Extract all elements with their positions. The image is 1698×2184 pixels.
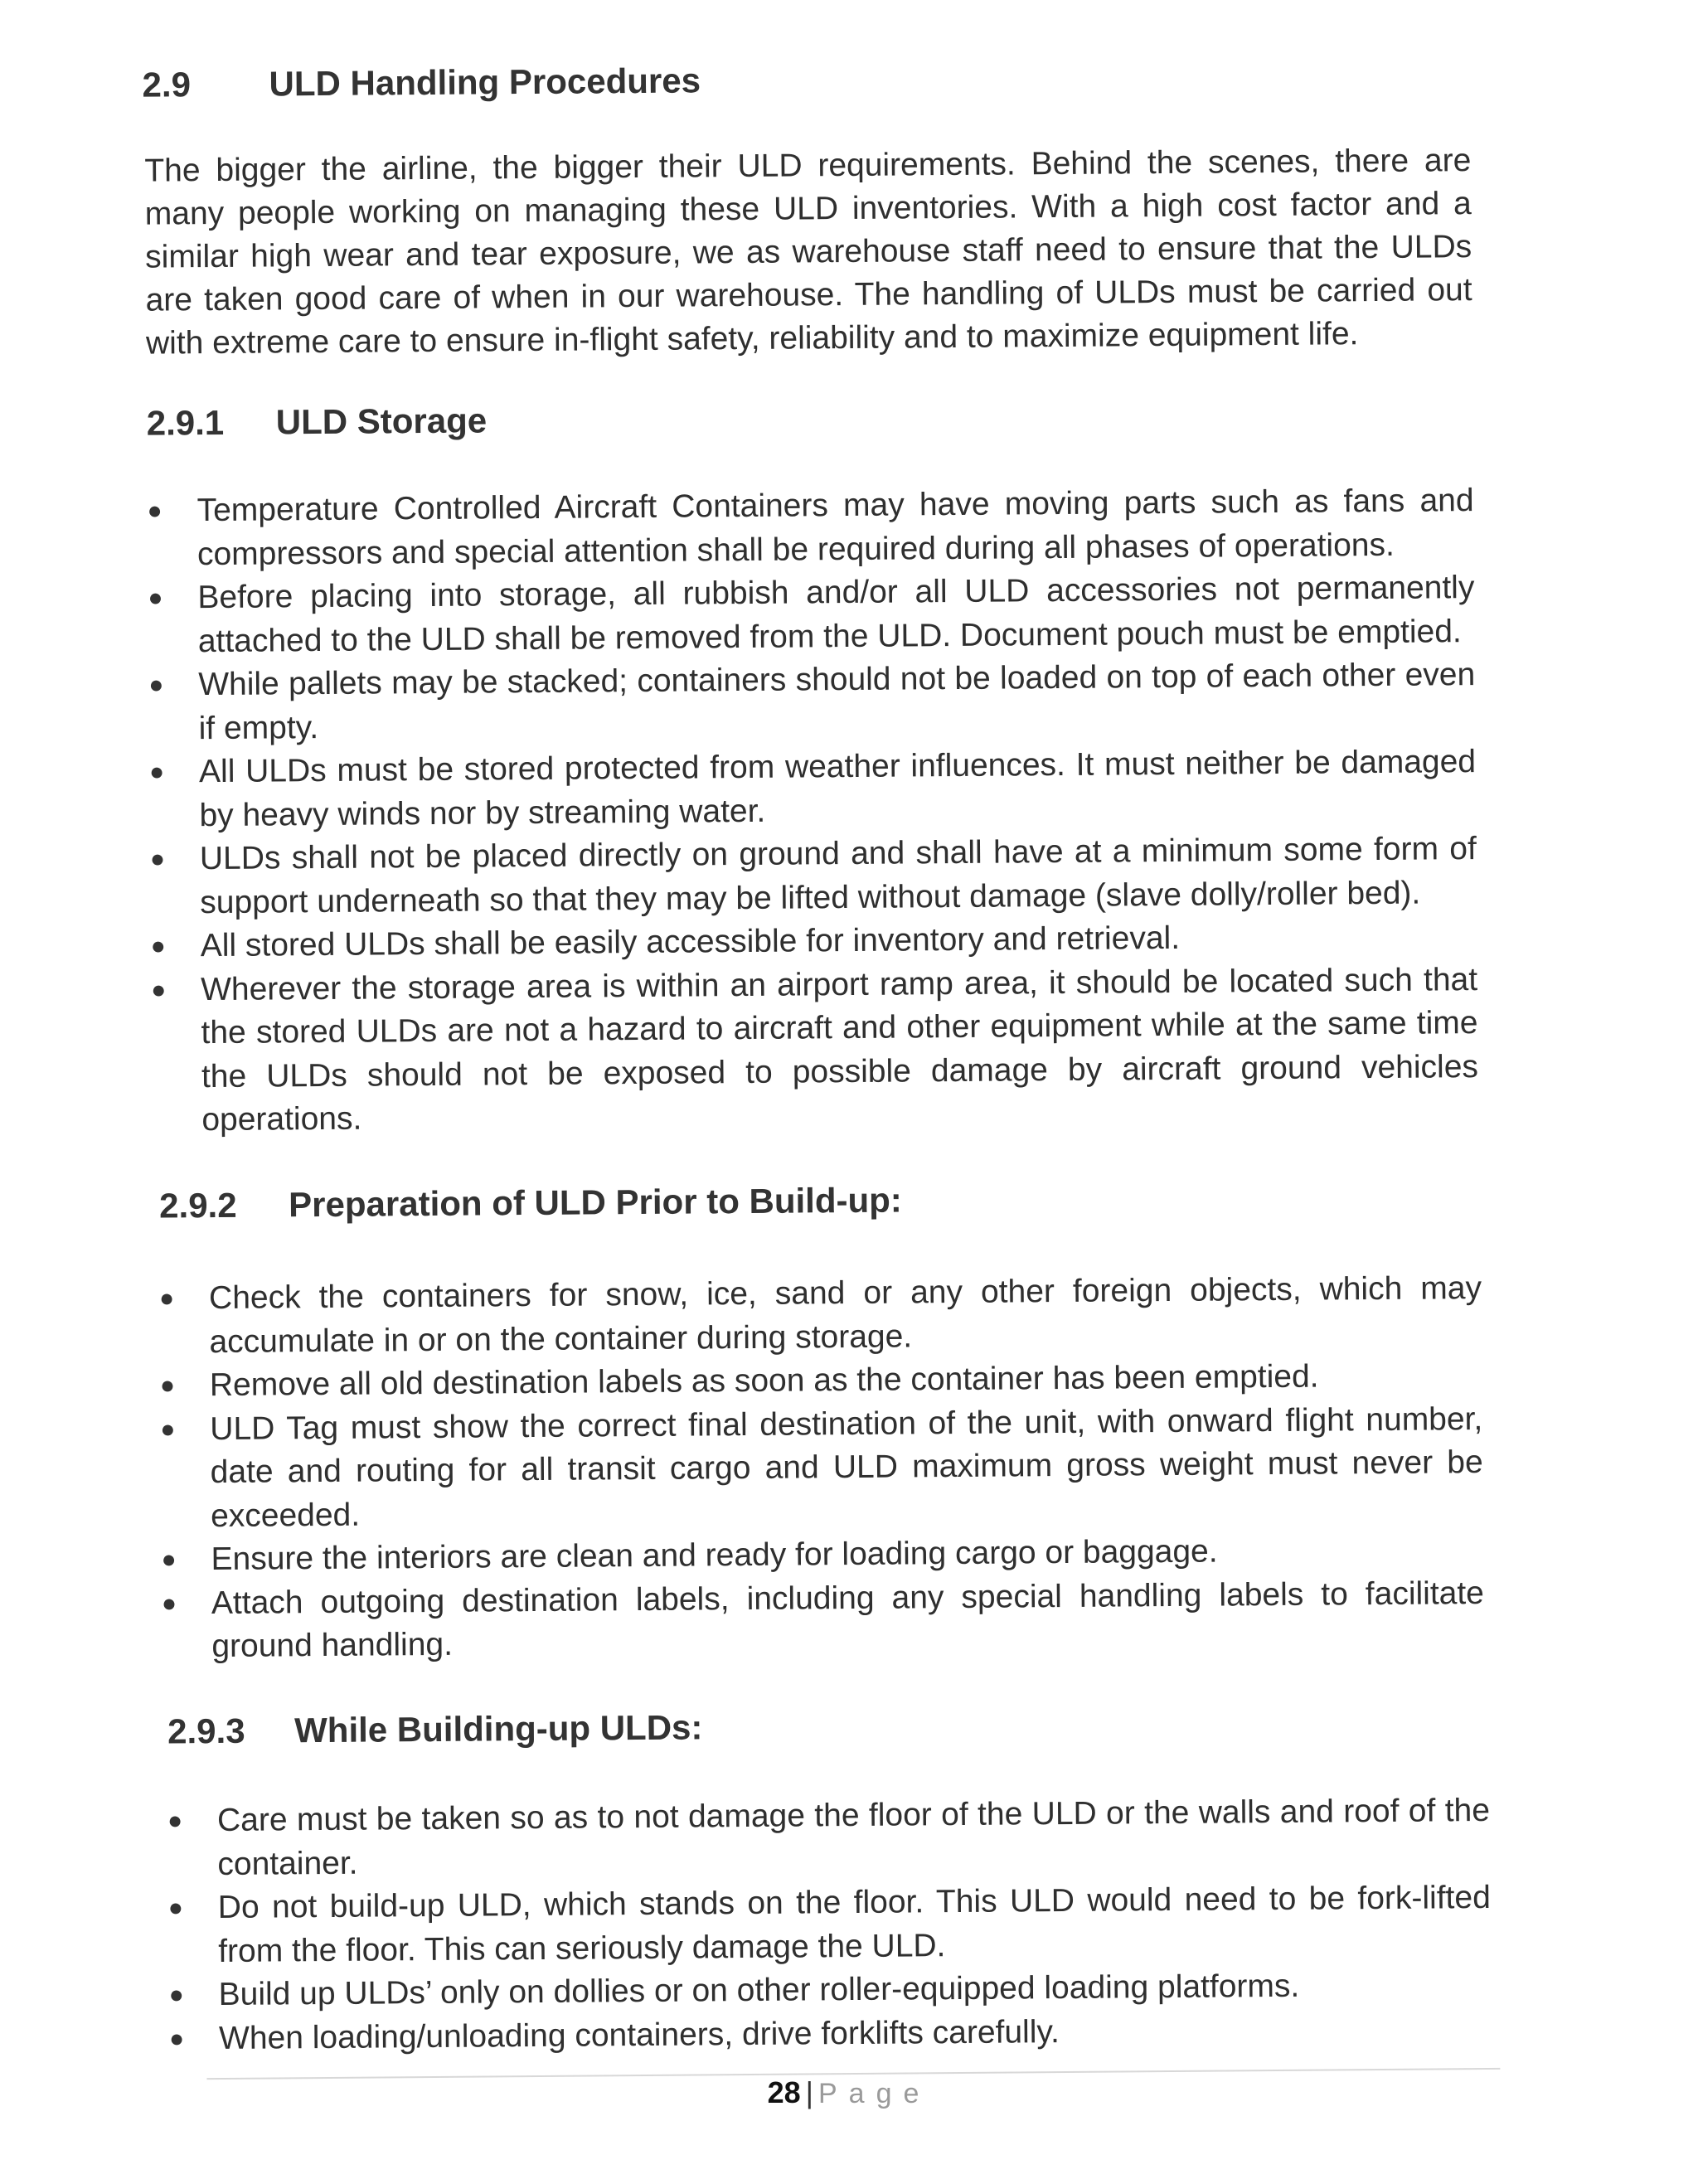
footer-separator: |: [805, 2075, 813, 2109]
page-footer: [0, 2075, 1698, 2110]
list-item: ● Ensure the interiors are clean and ready for loading cargo or baggage.: [211, 1528, 1483, 1582]
preparation-list: [158, 1267, 1485, 1669]
bullet-icon: ●: [148, 671, 164, 699]
list-item: ● All ULDs must be stored protected from weather influences. It must neither be damaged by heavy winds nor by streaming water.: [148, 744, 1477, 833]
subsection-heading-storage: [146, 400, 488, 444]
intro-paragraph: The bigger the airline, the bigger their ULD requirements. Behind the scenes, there are many people working on managing these ULD inventories. With a high cost factor and a similar high wear and tear exposure, we as warehouse staff need to ensure that the ULDs are taken good care of when in our warehouse. The handling of ULDs must be carried out with extreme care to ensure in-flight safety, reliability and to maximize equipment life.: [144, 143, 1472, 362]
list-item: ● Remove all old destination labels as soon as the container has been emptied.: [210, 1354, 1482, 1408]
page-number: 28: [767, 2075, 801, 2109]
bullet-icon: ●: [159, 1371, 176, 1400]
section-heading: [142, 61, 701, 104]
subsection-title: ULD Storage: [275, 400, 488, 442]
page-label: Page: [818, 2078, 931, 2109]
bullet-icon: ●: [151, 975, 167, 1004]
bullet-icon: ●: [168, 2024, 185, 2052]
list-item: ● Check the containers for snow, ice, sand or any other foreign objects, which may accumulate in or on the container during storage.: [158, 1270, 1482, 1360]
subsection-number: 2.9.2: [158, 1185, 237, 1225]
bullet-icon: ●: [161, 1546, 177, 1574]
list-item: ● Care must be taken so as to not damage the floor of the ULD or the walls and roof of the container.: [167, 1792, 1491, 1882]
bullet-icon: ●: [160, 1415, 176, 1444]
building-up-list: [167, 1789, 1492, 2060]
bullet-icon: ●: [167, 1894, 184, 1922]
bullet-icon: ●: [148, 758, 165, 786]
storage-list: [147, 479, 1479, 1143]
list-item: ● Build up ULDs’ only on dollies or on other roller-equipped loading platforms.: [218, 1963, 1491, 2017]
bullet-icon: ●: [161, 1589, 177, 1618]
section-number: 2.9: [142, 65, 192, 104]
list-item: ● Do not build-up ULD, which stands on the floor. This ULD would need to be fork-lifted from the floor. This can seriously damage the ULD.: [167, 1879, 1491, 1969]
bullet-icon: ●: [168, 1981, 184, 2009]
bullet-icon: ●: [167, 1807, 183, 1835]
subsection-number: 2.9.3: [167, 1711, 245, 1751]
bullet-icon: ●: [150, 932, 166, 960]
list-item: ● While pallets may be stacked; containers should not be loaded on top of each other even if empty.: [148, 657, 1476, 746]
bullet-icon: ●: [147, 497, 163, 525]
list-item: ● When loading/unloading containers, drive forklifts carefully.: [219, 2007, 1492, 2060]
subsection-number: 2.9.1: [146, 402, 225, 443]
list-item: ● All stored ULDs shall be easily accessible for inventory and retrieval.: [201, 915, 1477, 968]
subsection-heading-building-up: [167, 1707, 703, 1752]
section-title: ULD Handling Procedures: [269, 61, 701, 104]
bullet-icon: ●: [148, 584, 163, 612]
list-item: ● Attach outgoing destination labels, including any special handling labels to facilitate ground handling.: [161, 1575, 1485, 1665]
subsection-title: Preparation of ULD Prior to Build-up:: [288, 1180, 902, 1225]
list-item: ● ULD Tag must show the correct final destination of the unit, with onward flight number, date and routing for all transit cargo and ULD maximum gross weight must never be exceeded.: [160, 1400, 1483, 1534]
list-item: ● Wherever the storage area is within an airport ramp area, it should be located such that the stored ULDs are not a hazard to aircraft and other equipment while at the same time the ULDs should not be exposed to possible damage by aircraft ground vehicles operations.: [151, 961, 1479, 1138]
list-item: ● ULDs shall not be placed directly on ground and shall have at a minimum some form of support underneath so that they may be lifted without damage (slave dolly/roller bed).: [149, 831, 1477, 920]
list-item: ● Before placing into storage, all rubbish and/or all ULD accessories not permanently attached to the ULD shall be removed from the ULD. Document pouch must be emptied.: [148, 570, 1475, 659]
bullet-icon: ●: [158, 1284, 175, 1313]
bullet-icon: ●: [149, 845, 166, 873]
subsection-heading-preparation: [158, 1180, 902, 1226]
subsection-title: While Building-up ULDs:: [294, 1707, 703, 1750]
list-item: ● Temperature Controlled Aircraft Containers may have moving parts such as fans and compressors and special attention shall be required during all phases of operations.: [147, 483, 1474, 572]
